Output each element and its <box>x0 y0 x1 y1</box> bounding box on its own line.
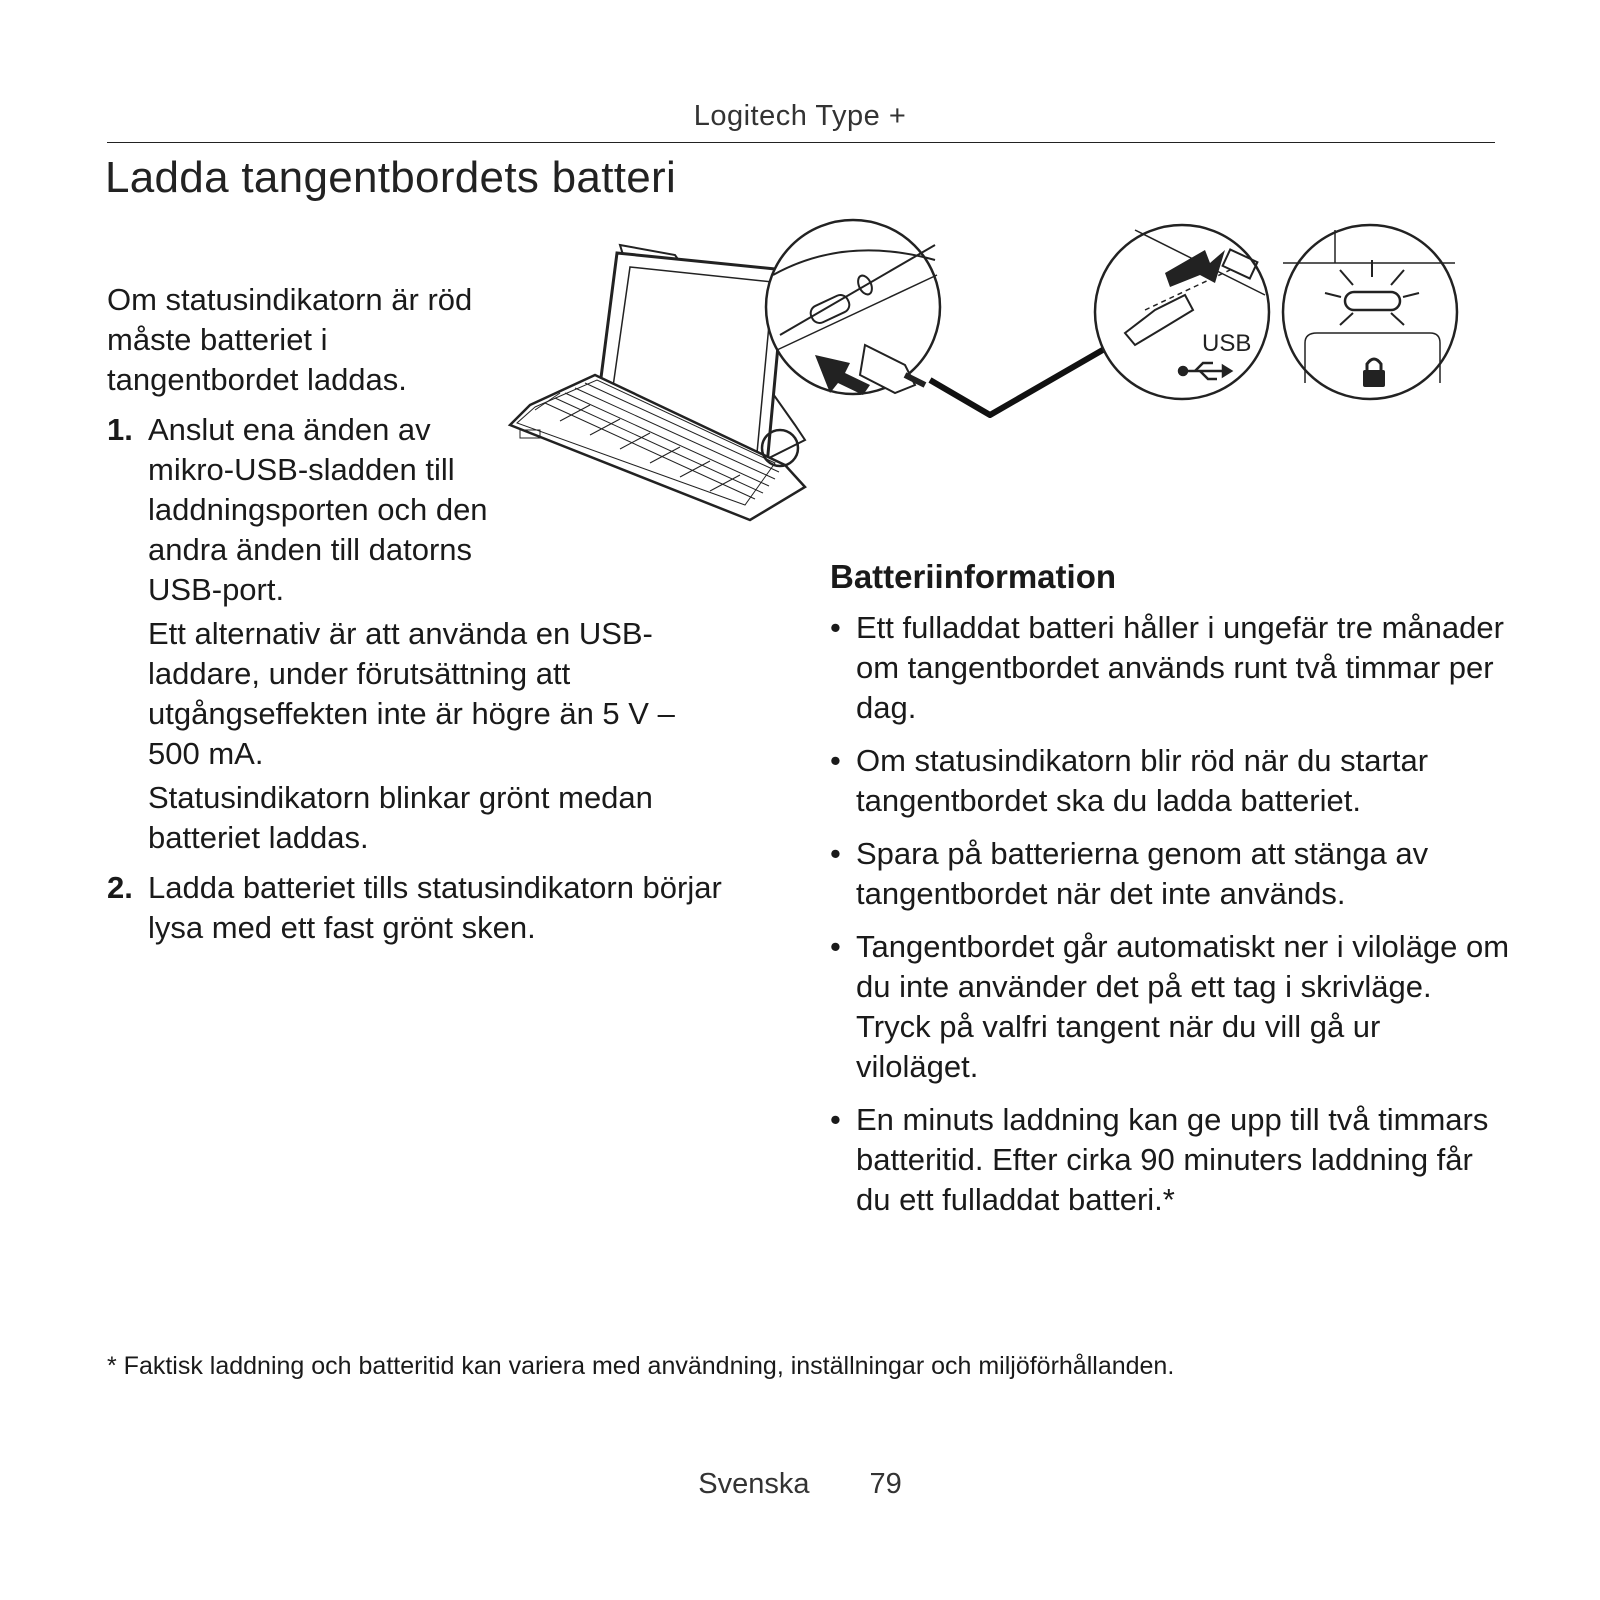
bullet-marker: • <box>830 836 841 871</box>
list-item <box>830 608 1510 728</box>
step-2-paragraph-1: Ladda batteriet tills statusindikatorn börjar lysa med ett fast grönt sken. <box>148 870 722 945</box>
bullet-marker: • <box>830 929 841 964</box>
usb-label: USB <box>1202 330 1252 357</box>
page-title: Ladda tangentbordets batteri <box>105 153 677 202</box>
battery-info-heading: Batteriinformation <box>830 558 1117 595</box>
bullet-text: Spara på batterierna genom att stänga av tangentbordet när det inte används. <box>856 836 1429 911</box>
step-1-paragraph-1: Anslut ena änden av mikro-USB-sladden till laddningsporten och den andra änden till datorns USB-port. <box>148 412 488 607</box>
list-item <box>830 741 1510 821</box>
list-item <box>830 927 1510 1087</box>
step-1-paragraph-2: Ett alternativ är att använda en USB-laddare, under förutsättning att utgångseffekten inte är högre än 5 V – 500 mA. <box>148 616 675 771</box>
step-2-number: 2. <box>107 870 133 905</box>
header-divider <box>107 142 1495 143</box>
battery-info-list <box>830 608 1510 1233</box>
step-1-paragraph-3: Statusindikatorn blinkar grönt medan batteriet laddas. <box>148 780 653 855</box>
micro-usb-port-icon <box>766 220 940 395</box>
keyboard-case-icon <box>510 245 805 520</box>
intro-paragraph: Om statusindikatorn är röd måste batteriet i tangentbordet laddas. <box>107 282 473 397</box>
list-item <box>830 834 1510 914</box>
bullet-marker: • <box>830 1102 841 1137</box>
step-1-number: 1. <box>107 412 133 447</box>
bullet-marker: • <box>830 610 841 645</box>
bullet-text: Ett fulladdat batteri håller i ungefär tre månader om tangentbordet används runt två timmar per dag. <box>856 610 1504 725</box>
footnote: * Faktisk laddning och batteritid kan variera med användning, inställningar och miljöförhållanden. <box>107 1352 1175 1380</box>
bullet-text: Om statusindikatorn blir röd när du startar tangentbordet ska du ladda batteriet. <box>856 743 1429 818</box>
bullet-text: En minuts laddning kan ge upp till två timmars batteritid. Efter cirka 90 minuters laddning får du ett fulladdat batteri.* <box>856 1102 1489 1217</box>
list-item <box>830 1100 1510 1220</box>
footer-language: Svenska <box>698 1468 810 1500</box>
running-header: Logitech Type + <box>693 100 907 132</box>
page-footer <box>0 1468 1600 1501</box>
page-number: 79 <box>869 1468 902 1500</box>
bullet-text: Tangentbordet går automatiskt ner i viloläge om du inte använder det på ett tag i skrivläge. Tryck på valfri tangent när du vill gå ur viloläget. <box>856 929 1510 1084</box>
bullet-marker: • <box>830 743 841 778</box>
charging-illustration <box>505 215 1505 535</box>
